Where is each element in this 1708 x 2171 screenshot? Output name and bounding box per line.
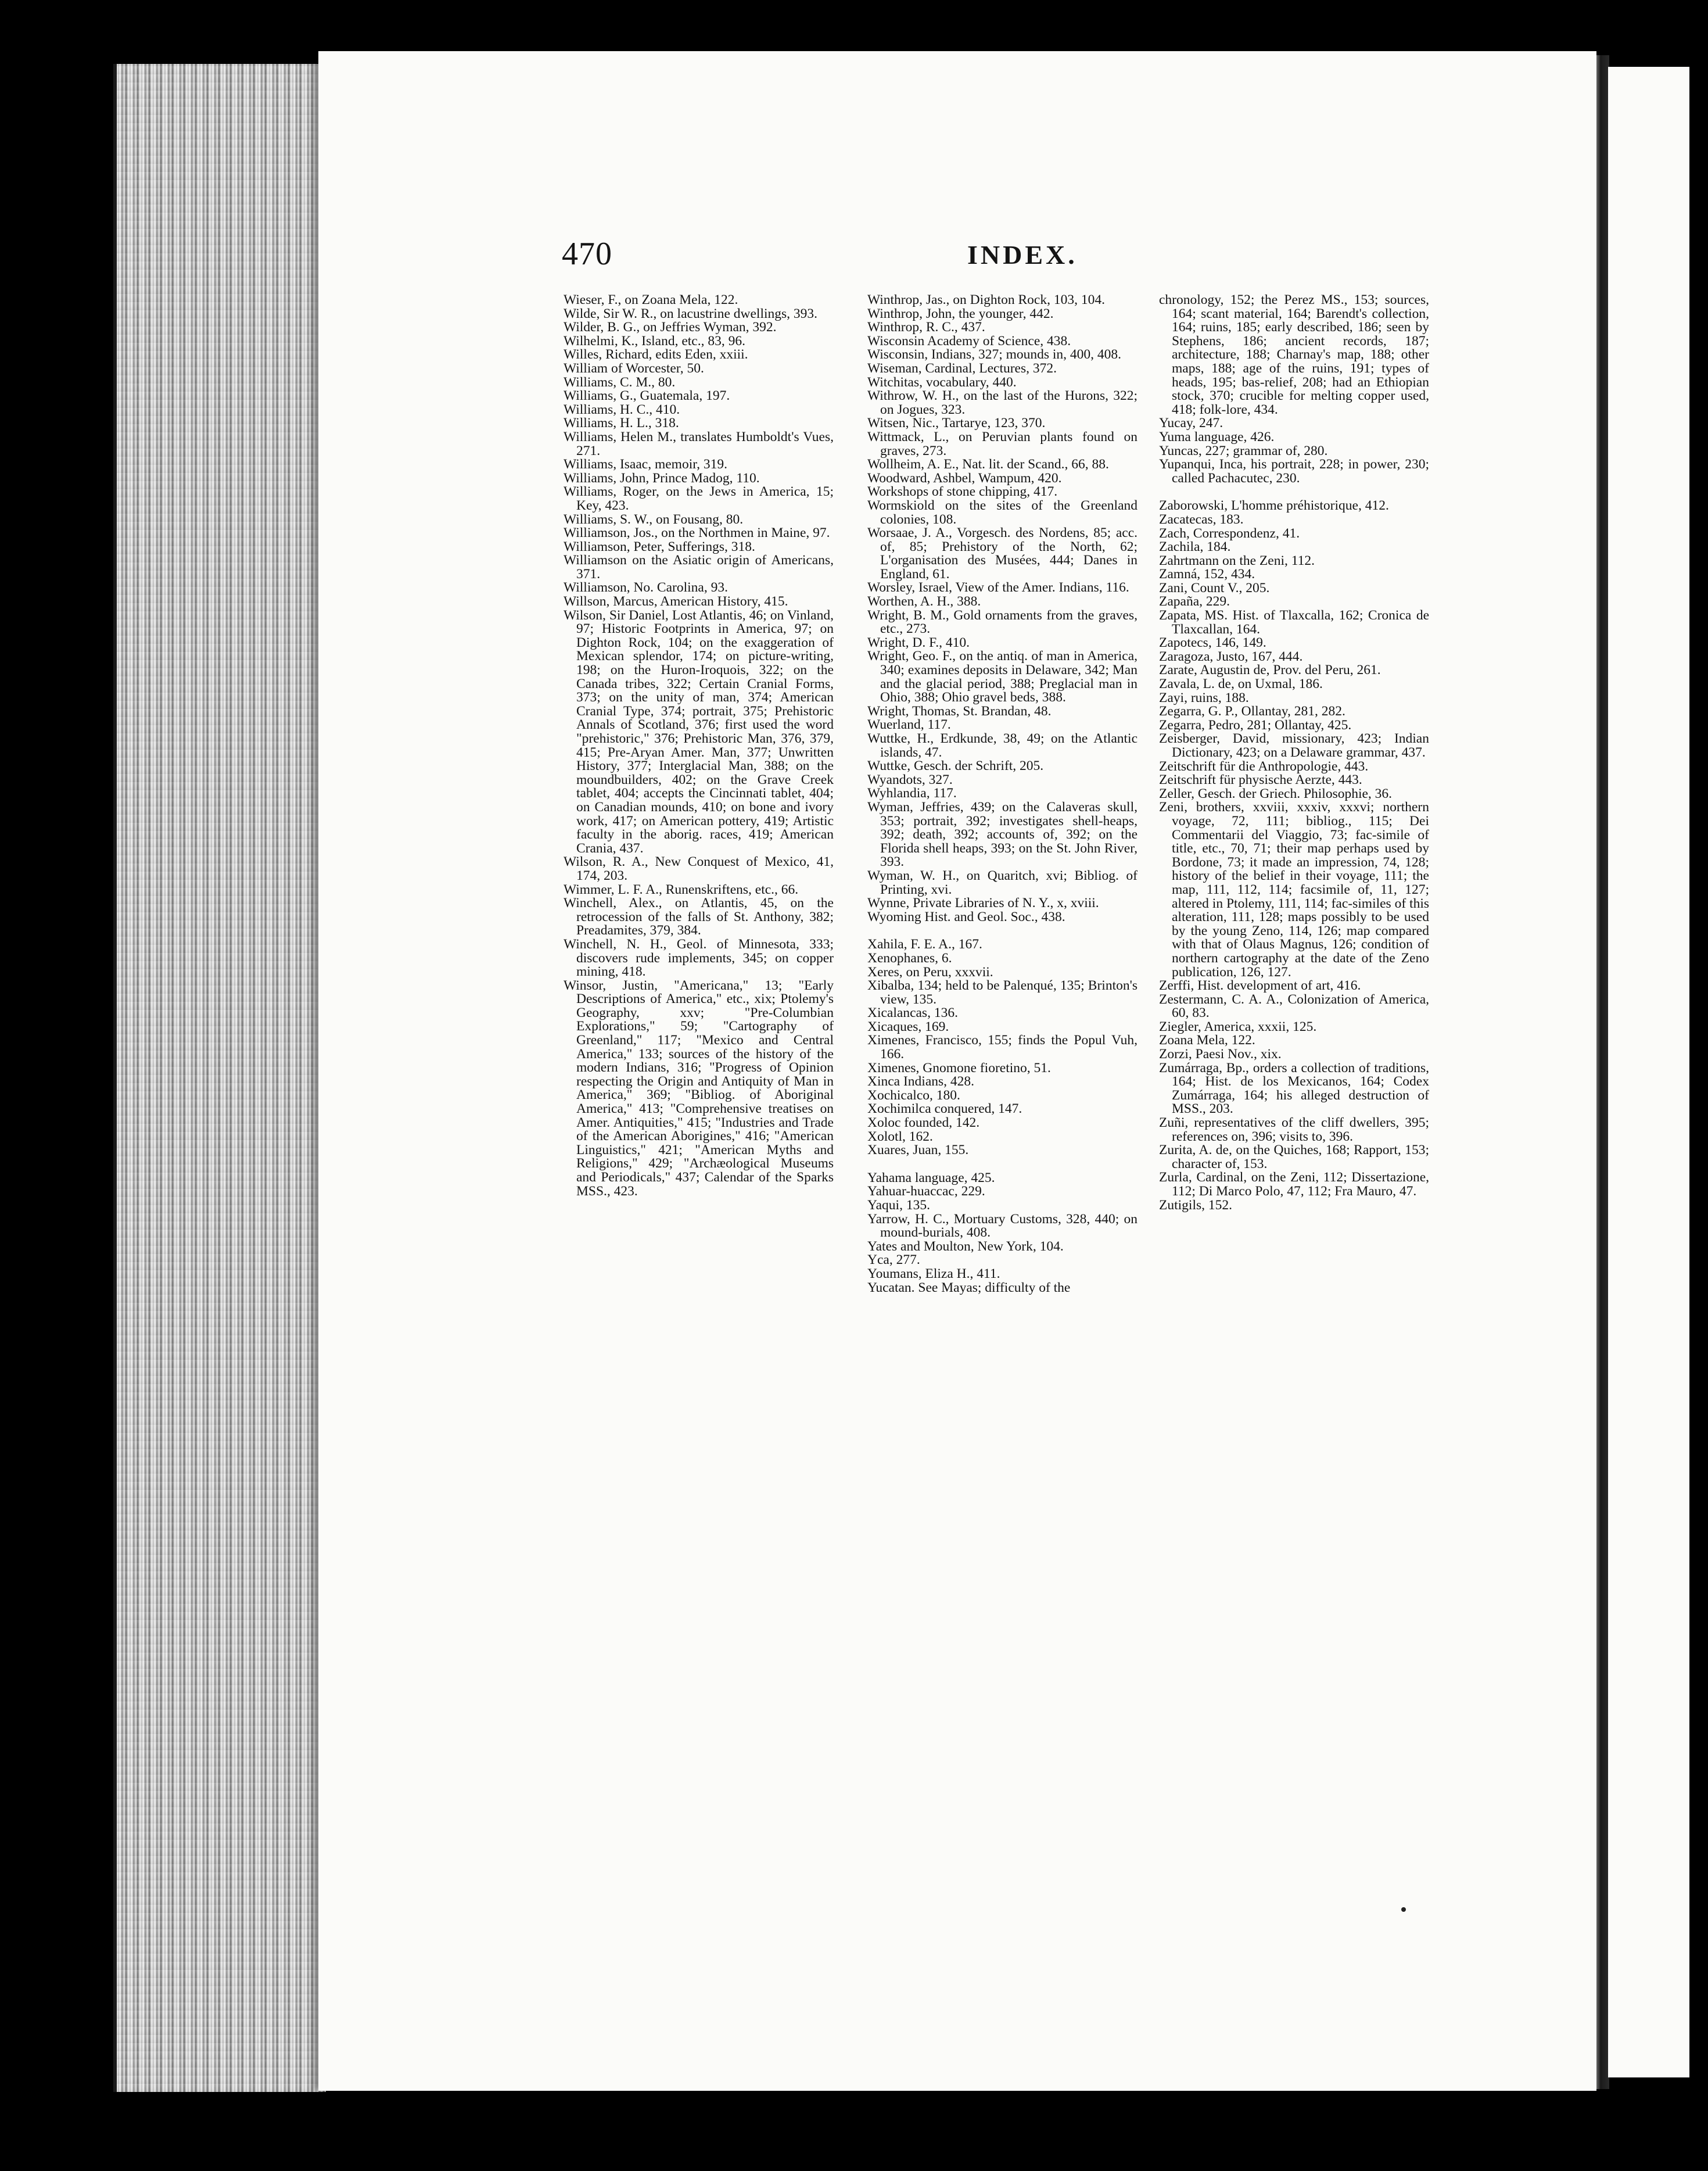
index-entry: Wyman, W. H., on Quaritch, xvi; Bibliog. of Printing, xvi.	[867, 868, 1138, 897]
index-entry: Zaborowski, L'homme préhistorique, 412.	[1159, 498, 1389, 514]
index-entry: Wright, Geo. F., on the antiq. of man in America, 340; examines deposits in Delaware, 342; Man and the glacial period, 388; Preglacial man in Ohio, 388; Ohio gravel beds, 388.	[867, 649, 1138, 705]
index-entry: Xinca Indians, 428.	[867, 1074, 975, 1090]
page-number: 470	[562, 236, 612, 272]
index-entry: Zumárraga, Bp., orders a collection of traditions, 164; Hist. de los Mexicanos, 164; Codex Zumárraga, 164; his alleged destruction of MSS., 203.	[1159, 1060, 1429, 1117]
index-entry: Yupanqui, Inca, his portrait, 228; in power, 230; called Pachacutec, 230.	[1159, 457, 1429, 486]
index-entry: Zeller, Gesch. der Griech. Philosophie, 36.	[1159, 786, 1393, 801]
index-entry: Wisconsin, Indians, 327; mounds in, 400, 408.	[867, 347, 1122, 363]
index-entry: Wittmack, L., on Peruvian plants found on graves, 273.	[867, 429, 1138, 458]
index-entry: Zaragoza, Justo, 167, 444.	[1159, 649, 1303, 664]
index-entry: Zacatecas, 183.	[1159, 511, 1244, 527]
index-entry: Wormskiold on the sites of the Greenland colonies, 108.	[867, 497, 1138, 527]
index-entry: Winthrop, John, the younger, 442.	[867, 306, 1054, 321]
index-entry: Wollheim, A. E., Nat. lit. der Scand., 66, 88.	[867, 457, 1109, 472]
index-entry: Zahrtmann on the Zeni, 112.	[1159, 553, 1315, 568]
index-entry: Xenophanes, 6.	[867, 950, 952, 966]
index-entry: Williamson on the Asiatic origin of Americans, 371.	[564, 553, 834, 582]
index-entry: Xicaques, 169.	[867, 1019, 949, 1034]
index-entry: Yucatan. See Mayas; difficulty of the	[867, 1280, 1071, 1295]
index-entry: Woodward, Ashbel, Wampum, 420.	[867, 470, 1062, 486]
index-entry: Wyhlandia, 117.	[867, 786, 957, 801]
index-entry: Zapotecs, 146, 149.	[1159, 635, 1266, 651]
index-entry: Yahama language, 425.	[867, 1170, 995, 1185]
index-entry: Xuares, Juan, 155.	[867, 1142, 969, 1158]
index-entry: Wyandots, 327.	[867, 772, 953, 787]
index-entry: Wisconsin Academy of Science, 438.	[867, 333, 1071, 349]
index-entry: Williams, Helen M., translates Humboldt's Vues, 271.	[564, 429, 834, 458]
index-entry: Xolotl, 162.	[867, 1129, 933, 1144]
index-entry: Withrow, W. H., on the last of the Hurons, 322; on Jogues, 323.	[867, 388, 1138, 417]
index-entry: Zeisberger, David, missionary, 423; Indian Dictionary, 423; on a Delaware grammar, 437.	[1159, 731, 1429, 760]
index-entry: William of Worcester, 50.	[564, 360, 704, 376]
index-column-2	[867, 293, 1138, 1295]
index-entry: Winsor, Justin, "Americana," 13; "Early Descriptions of America," etc., xix; Ptolemy's Geography, xxv; "Pre-Columbian Explorations," 59; "Cartography of Greenland," 117; "Mexico and Central America," 133; sources of the history of the modern Indians, 316; "Progress of Opinion respecting the Origin and Antiquity of Man in America," 369; "Bibliog. of Aboriginal America," 413; "Comprehensive treatises on Amer. Antiquities," 415; "Industries and Trade of the American Aborigines," 416; "American Linguistics," 421; "American Myths and Religions," 429; "Archæological Museums and Periodicals," 437; Calendar of the Sparks MSS., 423.	[564, 977, 834, 1199]
index-entry: Yaqui, 135.	[867, 1198, 930, 1213]
index-entry: Zutigils, 152.	[1159, 1197, 1232, 1213]
index-entry: Wuerland, 117.	[867, 717, 951, 733]
index-entry: Yuncas, 227; grammar of, 280.	[1159, 443, 1328, 458]
running-head: INDEX.	[967, 240, 1078, 270]
index-entry: Williamson, No. Carolina, 93.	[564, 580, 728, 596]
index-entry: Zegarra, Pedro, 281; Ollantay, 425.	[1159, 717, 1352, 733]
index-entry: Wright, Thomas, St. Brandan, 48.	[867, 703, 1052, 719]
index-entry: Xoloc founded, 142.	[867, 1115, 980, 1131]
index-entry: Wuttke, H., Erdkunde, 38, 49; on the Atlantic islands, 47.	[867, 731, 1138, 760]
index-entry: Zeni, brothers, xxviii, xxxiv, xxxvi; northern voyage, 72, 111; bibliog., 115; Dei Commentarii del Viaggio, 73; fac-simile of title, etc., 70, 71; their map perhaps used by Bordone, 73; it made an impression, 74, 128; history of the belief in their voyage, 111; the map, 111, 112, 114; facsimile of, 11, 127; altered in Ptolemy, 111, 114; fac-similes of this alteration, 111, 128; maps possibly to be used by the young Zeno, 114, 126; map compared with that of Olaus Magnus, 126; condition of northern cartography at the date of the Zeno publication, 126, 127.	[1159, 800, 1429, 980]
index-entry: Zorzi, Paesi Nov., xix.	[1159, 1047, 1282, 1062]
index-entry: Williams, H. C., 410.	[564, 402, 680, 417]
index-entry: Williamson, Peter, Sufferings, 318.	[564, 539, 755, 554]
index-entry: Williams, S. W., on Fousang, 80.	[564, 511, 744, 527]
index-entry: Youmans, Eliza H., 411.	[867, 1266, 1000, 1281]
index-entry: Zoana Mela, 122.	[1159, 1033, 1255, 1048]
index-entry: Yuma language, 426.	[1159, 429, 1275, 445]
index-entry: Williams, C. M., 80.	[564, 374, 676, 390]
index-entry: Xeres, on Peru, xxxvii.	[867, 964, 993, 980]
index-entry: Zavala, L. de, on Uxmal, 186.	[1159, 676, 1323, 692]
index-entry: Zegarra, G. P., Ollantay, 281, 282.	[1159, 704, 1345, 719]
index-entry: Zapaña, 229.	[1159, 594, 1230, 610]
index-entry: Workshops of stone chipping, 417.	[867, 484, 1058, 500]
index-entry: Yarrow, H. C., Mortuary Customs, 328, 440; on mound-burials, 408.	[867, 1211, 1138, 1241]
index-entry: Winthrop, R. C., 437.	[867, 320, 985, 335]
index-entry: Williams, G., Guatemala, 197.	[564, 388, 730, 404]
index-entry: Willson, Marcus, American History, 415.	[564, 594, 788, 610]
index-entry: Ximenes, Gnomone fioretino, 51.	[867, 1060, 1051, 1076]
index-entry: Worsley, Israel, View of the Amer. Indians, 116.	[867, 580, 1129, 596]
index-entry: Zestermann, C. A. A., Colonization of America, 60, 83.	[1159, 991, 1429, 1021]
index-entry: Wieser, F., on Zoana Mela, 122.	[564, 292, 738, 307]
index-entry: Zeitschrift für die Anthropologie, 443.	[1159, 758, 1369, 774]
index-entry: chronology, 152; the Perez MS., 153; sources, 164; scant material, 164; Barendt's collection, 164; ruins, 185; early described, 186; seen by Stephens, 186; ancient records, 187; architecture, 188; Charnay's map, 188; other maps, 188; age of the ruins, 191; types of heads, 195; bas-relief, 208; had an Ethiopian stock, 370; crucible for melting copper used, 418; folk-lore, 434.	[1159, 292, 1429, 417]
index-entry: Zuñi, representatives of the cliff dwellers, 395; references on, 396; visits to, 396.	[1159, 1115, 1429, 1144]
index-entry: Wilson, R. A., New Conquest of Mexico, 41, 174, 203.	[564, 854, 834, 883]
index-entry: Worthen, A. H., 388.	[867, 594, 981, 610]
index-entry: Winchell, N. H., Geol. of Minnesota, 333; discovers rude implements, 345; on copper mining, 418.	[564, 936, 834, 980]
index-entry: Xochimilca conquered, 147.	[867, 1101, 1022, 1117]
index-column-1	[564, 293, 834, 1198]
index-entry: Williams, Roger, on the Jews in America, 15; Key, 423.	[564, 484, 834, 513]
index-entry: Yates and Moulton, New York, 104.	[867, 1238, 1064, 1254]
index-entry: Wilson, Sir Daniel, Lost Atlantis, 46; on Vinland, 97; Historic Footprints in America, 97; on Dighton Rock, 104; on the exaggeration of Mexican splendor, 174; on picture-writing, 198; on the Huron-Iroquois, 322; on the Canada tribes, 322; Certain Cranial Forms, 373; on the unity of man, 374; American Cranial Type, 374; portrait, 375; Prehistoric Annals of Scotland, 376; first used the word "prehistoric," 376; Prehistoric Man, 376, 379, 415; Pre-Aryan Amer. Man, 377; Unwritten History, 377; Interglacial Man, 388; on the moundbuilders, 402; on the Grave Creek tablet, 404; accepts the Cincinnati tablet, 404; on Canadian mounds, 410; on bone and ivory work, 417; on American pottery, 419; Artistic faculty in the aborig. races, 419; American Crania, 437.	[564, 607, 834, 856]
facing-page-edge	[1608, 67, 1689, 2077]
index-entry: Zapata, MS. Hist. of Tlaxcalla, 162; Cronica de Tlaxcallan, 164.	[1159, 608, 1429, 637]
index-entry: Zeitschrift für physische Aerzte, 443.	[1159, 772, 1362, 788]
index-entry: Wuttke, Gesch. der Schrift, 205.	[867, 758, 1044, 774]
index-entry: Wyoming Hist. and Geol. Soc., 438.	[867, 909, 1065, 925]
index-entry: Wynne, Private Libraries of N. Y., x, xviii.	[867, 895, 1099, 911]
index-entry: Williamson, Jos., on the Northmen in Maine, 97.	[564, 525, 830, 541]
index-entry: Wilhelmi, K., Island, etc., 83, 96.	[564, 333, 745, 349]
index-entry: Zayi, ruins, 188.	[1159, 690, 1249, 705]
index-entry: Witsen, Nic., Tartarye, 123, 370.	[867, 415, 1046, 431]
index-entry: Zurita, A. de, on the Quiches, 168; Rapport, 153; character of, 153.	[1159, 1142, 1429, 1172]
index-entry: Zachila, 184.	[1159, 539, 1231, 555]
index-entry: Worsaae, J. A., Vorgesch. des Nordens, 85; acc. of, 85; Prehistory of the North, 62; L'organisation des Musées, 444; Danes in England, 61.	[867, 525, 1138, 582]
index-entry: Williams, H. L., 318.	[564, 415, 679, 431]
index-entry: Wilde, Sir W. R., on lacustrine dwellings, 393.	[564, 306, 818, 321]
ink-speck	[1401, 1907, 1406, 1912]
index-entry: Wiseman, Cardinal, Lectures, 372.	[867, 360, 1057, 376]
index-entry: Xahila, F. E. A., 167.	[867, 937, 982, 952]
index-entry: Zerffi, Hist. development of art, 416.	[1159, 978, 1361, 994]
index-entry: Xicalancas, 136.	[867, 1005, 958, 1021]
index-entry: Ziegler, America, xxxii, 125.	[1159, 1019, 1317, 1034]
index-entry: Yca, 277.	[867, 1252, 920, 1268]
index-entry: Wilder, B. G., on Jeffries Wyman, 392.	[564, 320, 777, 335]
index-column-3	[1159, 293, 1429, 1212]
index-entry: Zamná, 152, 434.	[1159, 567, 1255, 582]
index-entry: Zani, Count V., 205.	[1159, 580, 1270, 596]
index-entry: Yahuar-huaccac, 229.	[867, 1184, 985, 1199]
index-entry: Witchitas, vocabulary, 440.	[867, 374, 1017, 390]
index-entry: Xochicalco, 180.	[867, 1087, 960, 1103]
index-entry: Zurla, Cardinal, on the Zeni, 112; Dissertazione, 112; Di Marco Polo, 47, 112; Fra Mauro, 47.	[1159, 1170, 1429, 1199]
index-entry: Xibalba, 134; held to be Palenqué, 135; Brinton's view, 135.	[867, 978, 1138, 1007]
index-entry: Williams, John, Prince Madog, 110.	[564, 470, 760, 486]
index-entry: Williams, Isaac, memoir, 319.	[564, 457, 727, 472]
index-entry: Yucay, 247.	[1159, 415, 1223, 431]
index-entry: Winchell, Alex., on Atlantis, 45, on the retrocession of the falls of St. Anthony, 382; Preadamites, 379, 384.	[564, 895, 834, 938]
index-entry: Wright, B. M., Gold ornaments from the graves, etc., 273.	[867, 607, 1138, 637]
index-entry: Zarate, Augustin de, Prov. del Peru, 261.	[1159, 662, 1381, 678]
index-entry: Willes, Richard, edits Eden, xxiii.	[564, 347, 748, 363]
index-entry: Ximenes, Francisco, 155; finds the Popul Vuh, 166.	[867, 1033, 1138, 1062]
book-page-edges	[113, 64, 326, 2092]
index-entry: Winthrop, Jas., on Dighton Rock, 103, 104.	[867, 292, 1105, 307]
index-entry: Wimmer, L. F. A., Runenskriftens, etc., 66.	[564, 882, 799, 897]
index-entry: Wyman, Jeffries, 439; on the Calaveras skull, 353; portrait, 392; investigates shell-heaps, 392; death, 392; accounts of, 392; on the Florida shell heaps, 393; on the St. John River, 393.	[867, 799, 1138, 870]
index-entry: Zach, Correspondenz, 41.	[1159, 525, 1300, 541]
index-entry: Wright, D. F., 410.	[867, 635, 970, 650]
